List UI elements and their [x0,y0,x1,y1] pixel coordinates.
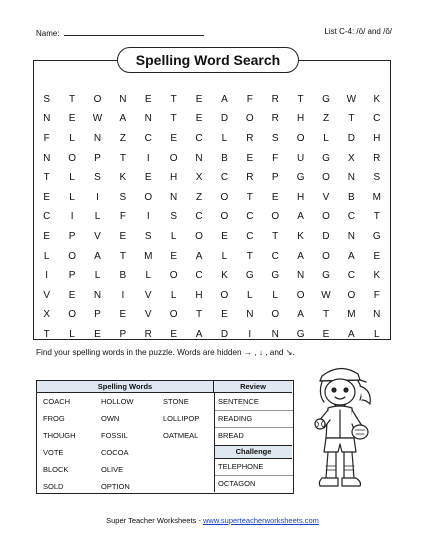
grid-letter[interactable]: C [195,270,203,282]
grid-letter[interactable]: P [94,309,101,321]
grid-letter[interactable]: A [297,211,304,223]
grid-row [34,110,390,130]
spelling-word: COCOA [101,448,129,457]
grid-letter[interactable]: A [119,113,127,125]
grid-letter[interactable]: T [170,113,177,125]
grid-letter[interactable]: A [94,250,101,262]
instructions: Find your spelling words in the puzzle. Words are hidden → , ↓ , and ↘. [36,348,295,357]
grid-row [34,306,390,326]
grid-letter[interactable]: T [246,250,253,262]
grid-letter[interactable]: O [245,113,254,125]
grid-letter[interactable]: C [246,230,254,242]
grid-letter[interactable]: H [296,113,305,125]
grid-letter[interactable]: H [373,132,381,144]
challenge-word: TELEPHONE [218,462,264,471]
grid-letter[interactable]: F [43,132,50,144]
grid-letter[interactable]: C [347,270,355,282]
grid-letter[interactable]: C [271,250,279,262]
spelling-word: VOTE [43,448,64,457]
grid-letter[interactable]: I [146,211,150,223]
grid-letter[interactable]: N [296,270,305,282]
grid-letter[interactable]: G [271,270,280,282]
grid-letter[interactable]: A [221,93,228,105]
grid-letter[interactable]: N [195,152,203,164]
grid-letter[interactable]: P [94,152,101,164]
grid-letter[interactable]: L [170,230,177,242]
grid-letter[interactable]: C [144,132,152,144]
grid-letter[interactable]: W [321,289,331,301]
grid-letter[interactable]: R [271,113,279,125]
grid-letter[interactable]: V [322,191,330,203]
grid-letter[interactable]: H [170,172,178,184]
grid-letter[interactable]: D [220,328,229,340]
name-label: Name: [36,29,60,38]
grid-letter[interactable]: U [296,152,305,164]
grid-letter[interactable]: N [347,172,355,184]
grid-letter[interactable]: O [195,230,203,242]
grid-letter[interactable]: E [195,113,203,125]
grid-letter[interactable]: S [271,132,279,144]
grid-letter[interactable]: N [170,191,178,203]
grid-letter[interactable]: X [348,152,355,164]
grid-letter[interactable]: Z [195,191,203,203]
grid-letter[interactable]: N [271,328,279,340]
grid-letter[interactable]: L [43,250,50,262]
grid-letter[interactable]: E [195,93,203,105]
grid-letter[interactable]: O [169,152,178,164]
name-field[interactable] [36,27,204,38]
grid-letter[interactable]: R [271,93,279,105]
grid-row [34,188,390,208]
grid-letter[interactable]: O [322,250,330,262]
list-label: List C-4: /ō/ and /ŏ/ [324,27,392,36]
grid-letter[interactable]: O [93,93,102,105]
grid-letter[interactable]: A [297,250,304,262]
grid-letter[interactable]: C [43,211,51,223]
grid-letter[interactable]: V [94,230,101,242]
grid-letter[interactable]: X [195,172,203,184]
letter-grid [34,90,390,345]
grid-letter[interactable]: E [119,230,127,242]
grid-letter[interactable]: N [43,152,51,164]
grid-letter[interactable]: O [220,191,229,203]
grid-letter[interactable]: T [297,93,304,105]
grid-row [34,129,390,149]
grid-letter[interactable]: O [169,309,178,321]
grid-letter[interactable]: A [348,328,355,340]
grid-letter[interactable]: O [68,152,76,164]
page-title: Spelling Word Search [117,47,299,73]
grid-letter[interactable]: T [119,152,126,164]
grid-letter[interactable]: O [68,250,76,262]
grid-letter[interactable]: I [45,270,49,282]
grid-letter[interactable]: I [121,289,125,301]
grid-letter[interactable]: T [246,191,253,203]
grid-letter[interactable]: S [43,93,51,105]
grid-letter[interactable]: L [69,132,75,144]
challenge-divider [215,475,293,476]
cartoon-girl-illustration [300,360,380,495]
grid-row [34,286,390,306]
grid-letter[interactable]: R [246,172,254,184]
challenge-word: OCTAGON [218,479,256,488]
grid-letter[interactable]: P [68,230,76,242]
grid-letter[interactable]: R [246,132,254,144]
column-divider [214,393,215,492]
grid-letter[interactable]: O [220,211,229,223]
grid-row [34,208,390,228]
grid-letter[interactable]: K [373,270,381,282]
spelling-word: HOLLOW [101,397,134,406]
grid-letter[interactable]: G [372,230,381,242]
grid-letter[interactable]: C [347,211,355,223]
grid-letter[interactable]: E [119,309,127,321]
grid-letter[interactable]: C [195,132,203,144]
grid-letter[interactable]: T [43,172,50,184]
spelling-word: OPTION [101,482,130,491]
grid-letter[interactable]: D [322,230,330,242]
review-divider [215,410,293,411]
grid-letter[interactable]: E [373,250,381,262]
grid-row [34,325,390,345]
grid-letter[interactable]: X [43,309,51,321]
grid-letter[interactable]: L [69,172,75,184]
review-header: Review [214,381,292,393]
grid-letter[interactable]: O [347,289,356,301]
spelling-word: OATMEAL [163,431,199,440]
grid-letter[interactable]: E [170,328,177,340]
review-divider [215,427,293,428]
grid-letter[interactable]: T [373,211,380,223]
grid-letter[interactable]: T [348,113,355,125]
grid-letter[interactable]: V [43,289,51,301]
grid-letter[interactable]: E [68,289,76,301]
grid-letter[interactable]: E [221,309,228,321]
grid-letter[interactable]: L [94,270,101,282]
grid-letter[interactable]: F [373,289,380,301]
grid-letter[interactable]: N [144,113,152,125]
grid-letter[interactable]: E [170,132,177,144]
grid-letter[interactable]: N [347,230,355,242]
grid-letter[interactable]: L [69,328,75,340]
grid-letter[interactable]: O [271,309,280,321]
grid-letter[interactable]: T [272,230,279,242]
review-word: READING [218,414,253,423]
grid-letter[interactable]: Z [322,113,330,125]
grid-letter[interactable]: C [220,172,229,184]
grid-letter[interactable]: G [322,270,330,282]
spelling-word: SOLD [43,482,64,491]
spelling-word: OWN [101,414,120,423]
spelling-word: COACH [43,397,71,406]
grid-letter[interactable]: O [322,211,330,223]
grid-row [34,227,390,247]
grid-letter[interactable]: C [195,211,203,223]
grid-letter[interactable]: L [323,132,329,144]
grid-letter[interactable]: O [322,172,330,184]
grid-letter[interactable]: A [195,328,203,340]
grid-letter[interactable]: E [68,113,76,125]
grid-letter[interactable]: H [296,191,305,203]
grid-letter[interactable]: N [246,309,254,321]
grid-letter[interactable]: B [221,152,228,164]
grid-letter[interactable]: F [119,211,126,223]
grid-letter[interactable]: L [221,250,228,262]
spelling-word: BLOCK [43,465,69,474]
grid-letter[interactable]: B [348,191,355,203]
footer [0,516,425,525]
grid-letter[interactable]: G [296,328,305,340]
grid-letter[interactable]: E [246,152,254,164]
grid-letter[interactable]: O [68,309,76,321]
grid-row [34,247,390,267]
footer-link[interactable]: www.superteacherworksheets.com [202,516,319,525]
grid-letter[interactable]: H [195,289,203,301]
footer-prefix: Super Teacher Worksheets - [106,516,203,525]
grid-letter[interactable]: N [373,309,381,321]
grid-letter[interactable]: O [144,191,153,203]
grid-row [34,266,390,286]
review-word: SENTENCE [218,397,259,406]
grid-letter[interactable]: E [271,191,279,203]
grid-letter[interactable]: K [221,270,228,282]
grid-letter[interactable]: A [195,250,203,262]
grid-letter[interactable]: R [373,152,381,164]
grid-letter[interactable]: S [373,172,381,184]
grid-letter[interactable]: V [144,289,152,301]
grid-letter[interactable]: A [348,250,355,262]
grid-letter[interactable]: M [144,250,153,262]
spelling-word: FROG [43,414,65,423]
grid-letter[interactable]: F [272,152,279,164]
grid-letter[interactable]: L [94,211,101,223]
spelling-words-header: Spelling Words [37,381,214,393]
grid-letter[interactable]: G [296,172,305,184]
grid-letter[interactable]: E [170,250,177,262]
grid-letter[interactable]: V [144,309,152,321]
grid-letter[interactable]: L [69,191,75,203]
grid-letter[interactable]: T [170,93,177,105]
grid-letter[interactable]: P [119,328,127,340]
grid-letter[interactable]: O [169,270,178,282]
review-word: BREAD [218,431,244,440]
spelling-word: OLIVE [101,465,124,474]
grid-letter[interactable]: W [346,93,357,105]
grid-letter[interactable]: R [144,328,152,340]
grid-row [34,90,390,110]
grid-letter[interactable]: N [119,93,127,105]
grid-letter[interactable]: L [373,328,380,340]
grid-letter[interactable]: E [94,328,101,340]
grid-letter[interactable]: C [373,113,381,125]
grid-letter[interactable]: E [144,172,152,184]
grid-letter[interactable]: C [246,211,254,223]
grid-letter[interactable]: Z [119,132,126,144]
grid-letter[interactable]: N [93,289,102,301]
grid-letter[interactable]: S [170,211,177,223]
grid-letter[interactable]: I [146,152,150,164]
grid-letter[interactable]: K [373,93,381,105]
grid-letter[interactable]: E [43,230,51,242]
grid-letter[interactable]: F [246,93,253,105]
grid-letter[interactable]: L [221,132,228,144]
grid-letter[interactable]: O [271,211,280,223]
grid-letter[interactable]: P [68,270,76,282]
grid-letter[interactable]: N [93,132,102,144]
grid-letter[interactable]: T [195,309,203,321]
grid-row [34,168,390,188]
grid-letter[interactable]: L [272,289,278,301]
grid-letter[interactable]: K [119,172,127,184]
challenge-header: Challenge [215,445,292,459]
grid-letter[interactable]: S [119,191,127,203]
grid-row [34,149,390,169]
grid-letter[interactable]: G [322,93,330,105]
grid-letter[interactable]: S [94,172,101,184]
grid-letter[interactable]: E [322,328,330,340]
grid-letter[interactable]: N [43,113,51,125]
grid-letter[interactable]: T [322,309,330,321]
grid-letter[interactable]: E [43,191,51,203]
grid-letter[interactable]: I [96,191,99,203]
grid-letter[interactable]: B [119,270,127,282]
grid-letter[interactable]: L [247,289,253,301]
grid-letter[interactable]: G [245,270,254,282]
grid-letter[interactable]: T [43,328,50,340]
grid-letter[interactable]: S [144,230,152,242]
name-line[interactable] [64,27,204,36]
spelling-word: LOLLIPOP [163,414,200,423]
grid-letter[interactable]: E [221,230,228,242]
grid-letter[interactable]: M [372,191,381,203]
grid-letter[interactable]: M [347,309,356,321]
grid-letter[interactable]: K [297,230,304,242]
grid-letter[interactable]: L [170,289,177,301]
word-bank [36,380,294,494]
grid-letter[interactable]: G [322,152,330,164]
spelling-word: THOUGH [43,431,76,440]
grid-letter[interactable]: P [271,172,279,184]
grid-letter[interactable]: L [145,270,152,282]
spelling-word: FOSSIL [101,431,128,440]
grid-letter[interactable]: A [297,309,304,321]
grid-letter[interactable]: E [144,93,152,105]
grid-letter[interactable]: O [296,132,305,144]
grid-letter[interactable]: D [347,132,355,144]
grid-letter[interactable]: I [248,328,252,340]
grid-letter[interactable]: D [220,113,229,125]
grid-letter[interactable]: O [220,289,229,301]
grid-letter[interactable]: O [296,289,305,301]
grid-letter[interactable]: W [92,113,103,125]
grid-letter[interactable]: I [70,211,74,223]
grid-letter[interactable]: T [119,250,126,262]
spelling-word: STONE [163,397,189,406]
grid-letter[interactable]: T [69,93,76,105]
